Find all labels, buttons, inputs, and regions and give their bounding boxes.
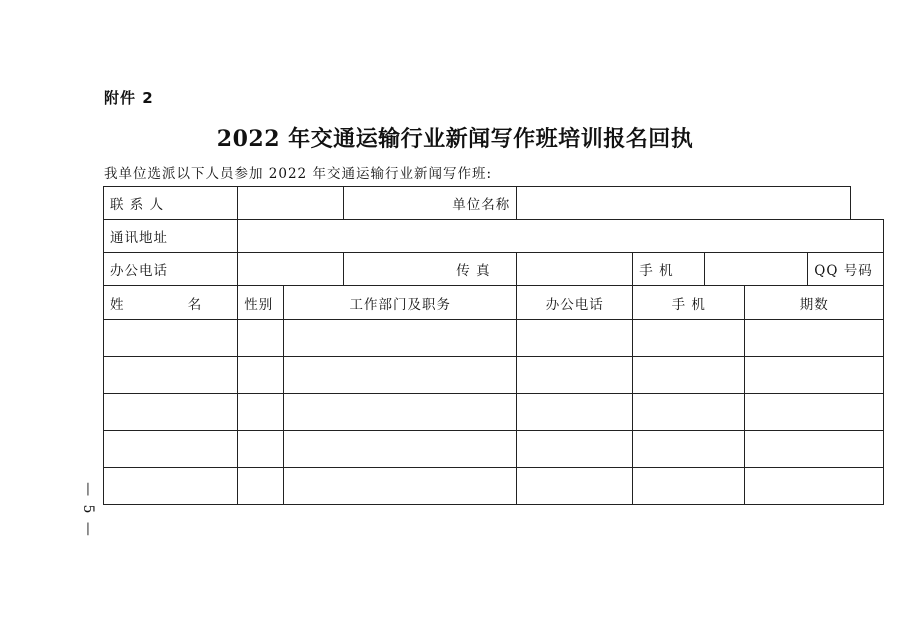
table-cell[interactable] — [517, 431, 633, 468]
contact-row — [104, 187, 884, 220]
table-row — [104, 394, 884, 431]
table-row — [104, 468, 884, 505]
office-phone-label: 办公电话 — [104, 253, 238, 286]
fax-field[interactable] — [517, 253, 633, 286]
column-header-mobile: 手 机 — [633, 286, 745, 320]
table-cell[interactable] — [284, 468, 517, 505]
intro-text: 我单位选派以下人员参加 2022 年交通运输行业新闻写作班: — [104, 166, 492, 182]
table-row — [104, 431, 884, 468]
table-cell[interactable] — [284, 320, 517, 357]
page-number-text: — 5 — — [80, 482, 96, 538]
unit-name-label: 单位名称 — [344, 187, 517, 220]
table-cell[interactable] — [104, 468, 238, 505]
office-phone-field[interactable] — [238, 253, 344, 286]
contact-person-field[interactable] — [238, 187, 344, 220]
table-cell[interactable] — [517, 357, 633, 394]
table-cell[interactable] — [633, 320, 745, 357]
mobile-label: 手 机 — [633, 253, 705, 286]
table-cell[interactable] — [104, 394, 238, 431]
table-cell[interactable] — [284, 357, 517, 394]
table-cell[interactable] — [745, 394, 884, 431]
address-row — [104, 220, 884, 253]
contact-person-label: 联 系 人 — [104, 187, 238, 220]
column-header-office-phone: 办公电话 — [517, 286, 633, 320]
column-header-gender: 性别 — [238, 286, 284, 320]
table-cell[interactable] — [104, 431, 238, 468]
fax-label: 传 真 — [344, 253, 517, 286]
table-cell[interactable] — [284, 394, 517, 431]
address-field[interactable] — [238, 220, 884, 253]
phone-row — [104, 253, 884, 286]
table-cell[interactable] — [238, 468, 284, 505]
table-cell[interactable] — [238, 431, 284, 468]
table-cell[interactable] — [238, 320, 284, 357]
table-cell[interactable] — [745, 468, 884, 505]
table-cell[interactable] — [633, 431, 745, 468]
table-row — [104, 357, 884, 394]
column-header-name: 姓 名 — [104, 286, 238, 320]
qq-label: QQ 号码 — [808, 253, 884, 286]
mobile-field[interactable] — [705, 253, 808, 286]
unit-name-field[interactable] — [517, 187, 851, 220]
table-cell[interactable] — [517, 320, 633, 357]
table-cell[interactable] — [745, 320, 884, 357]
table-cell[interactable] — [633, 394, 745, 431]
table-cell[interactable] — [284, 431, 517, 468]
address-label: 通讯地址 — [104, 220, 238, 253]
table-cell[interactable] — [745, 357, 884, 394]
table-row — [104, 320, 884, 357]
table-cell[interactable] — [517, 468, 633, 505]
table-cell[interactable] — [104, 320, 238, 357]
table-cell[interactable] — [745, 431, 884, 468]
table-header-row — [104, 286, 884, 320]
table-cell[interactable] — [104, 357, 238, 394]
table-cell[interactable] — [238, 394, 284, 431]
column-header-session: 期数 — [745, 286, 884, 320]
table-cell[interactable] — [633, 357, 745, 394]
attachment-label: 附件 2 — [104, 89, 154, 107]
document-title: 2022 年交通运输行业新闻写作班培训报名回执 — [216, 126, 694, 152]
table-cell[interactable] — [238, 357, 284, 394]
table-cell[interactable] — [633, 468, 745, 505]
table-cell[interactable] — [517, 394, 633, 431]
registration-form-table — [103, 186, 884, 505]
column-header-department: 工作部门及职务 — [284, 286, 517, 320]
page-number — [76, 480, 100, 540]
